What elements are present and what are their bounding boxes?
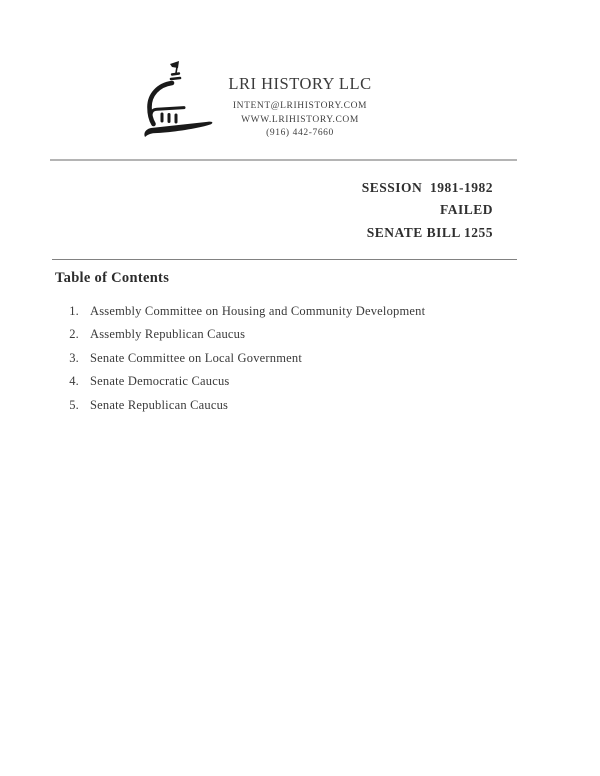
toc-item-number: 1. [69, 304, 79, 318]
toc-item-number: 2. [69, 327, 79, 342]
toc-heading: Table of Contents [55, 270, 170, 286]
session-line: SESSION 1981-1982 [361, 180, 493, 195]
status-line: FAILED [439, 202, 493, 218]
toc-item-label: Senate Republican Caucus [90, 397, 229, 412]
toc-item [55, 374, 535, 397]
letterhead [0, 73, 600, 141]
divider-middle [52, 259, 517, 260]
toc-item-label: Assembly Republican Caucus [90, 327, 246, 342]
email-line: INTENT@LRIHISTORY.COM [232, 101, 368, 111]
divider-top [50, 159, 517, 161]
toc-item [55, 398, 535, 421]
toc-item-label: Senate Democratic Caucus [90, 374, 230, 389]
toc-list [55, 304, 535, 421]
toc-item-label: Senate Committee on Local Government [90, 350, 303, 365]
bill-info [362, 177, 493, 244]
company-name: LRI HISTORY LLC [228, 74, 372, 93]
toc-item [55, 351, 535, 374]
toc-item [55, 304, 535, 327]
website-line: WWW.LRIHISTORY.COM [241, 114, 359, 125]
toc-item [55, 327, 535, 350]
toc-item-number: 5. [69, 397, 79, 412]
contact-block [0, 100, 600, 141]
toc-item-number: 4. [69, 374, 79, 389]
bill-number-line: SENATE BILL 1255 [366, 224, 493, 240]
phone-line: (916) 442-7660 [266, 128, 334, 138]
toc-item-number: 3. [69, 350, 79, 365]
toc-item-label: Assembly Committee on Housing and Community Development [90, 304, 426, 318]
